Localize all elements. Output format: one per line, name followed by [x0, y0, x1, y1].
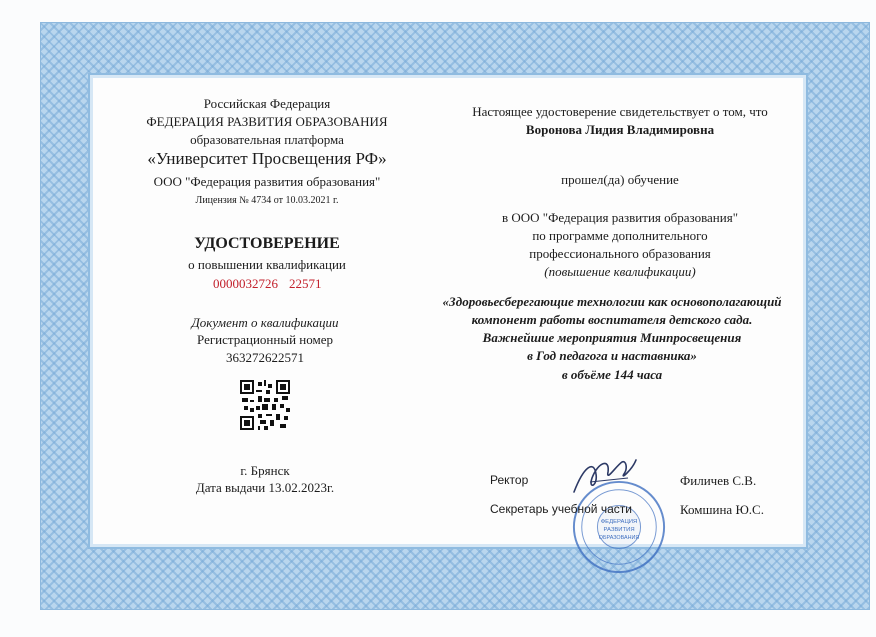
document-subtitle: о повышении квалификации [188, 257, 346, 272]
qr-code-icon [240, 380, 290, 430]
registration-label: Регистрационный номер [197, 332, 333, 347]
registration-number: 363272622571 [226, 350, 304, 365]
course-hours: в объёме 144 часа [561, 367, 663, 382]
course-title-line-3: Важнейшие мероприятия Минпросвещения [482, 330, 742, 345]
issue-city: г. Брянск [240, 463, 290, 478]
issue-date: Дата выдачи 13.02.2023г. [195, 480, 335, 495]
program-type: (повышение квалификации) [544, 264, 696, 279]
secretary-name: Комшина Ю.С. [680, 502, 764, 517]
stamp-text: ФЕДЕРАЦИЯ [600, 519, 638, 526]
serial-number: 0000032726 [213, 276, 278, 291]
qualification-document-label: Документ о квалификации [191, 315, 339, 330]
country-name: Российская Федерация [203, 96, 331, 111]
holder-name: Воронова Лидия Владимировна [525, 122, 715, 137]
program-line-2: профессионального образования [529, 246, 711, 261]
organization-name: ФЕДЕРАЦИЯ РАЗВИТИЯ ОБРАЗОВАНИЯ [146, 114, 388, 129]
program-line-1: по программе дополнительного [532, 228, 708, 243]
certificate-intro: Настоящее удостоверение свидетельствует о том, что [472, 104, 768, 119]
rector-signature [570, 452, 640, 500]
document-title: УДОСТОВЕРЕНИЕ [194, 235, 340, 252]
svg-text:ОБРАЗОВАНИЯ: ОБРАЗОВАНИЯ [598, 534, 640, 541]
platform-label: образовательная платформа [190, 132, 344, 147]
course-title-line-1: «Здоровьесберегающие технологии как основополагающий [442, 294, 782, 309]
training-organization: в ООО "Федерация развития образования" [501, 210, 739, 225]
training-passed: прошел(да) обучение [561, 172, 679, 187]
secretary-label: Секретарь учебной части [490, 502, 632, 516]
svg-text:РАЗВИТИЯ: РАЗВИТИЯ [603, 526, 635, 533]
university-name: «Университет Просвещения РФ» [147, 149, 387, 168]
rector-label: Ректор [490, 473, 529, 487]
company-name: ООО "Федерация развития образования" [153, 174, 381, 189]
course-title-line-4: в Год педагога и наставника» [527, 348, 697, 363]
serial-suffix: 22571 [289, 276, 322, 291]
license-info: Лицензия № 4734 от 10.03.2021 г. [195, 195, 339, 206]
course-title-line-2: компонент работы воспитателя детского сада. [471, 312, 753, 327]
rector-name: Филичев С.В. [680, 473, 757, 488]
